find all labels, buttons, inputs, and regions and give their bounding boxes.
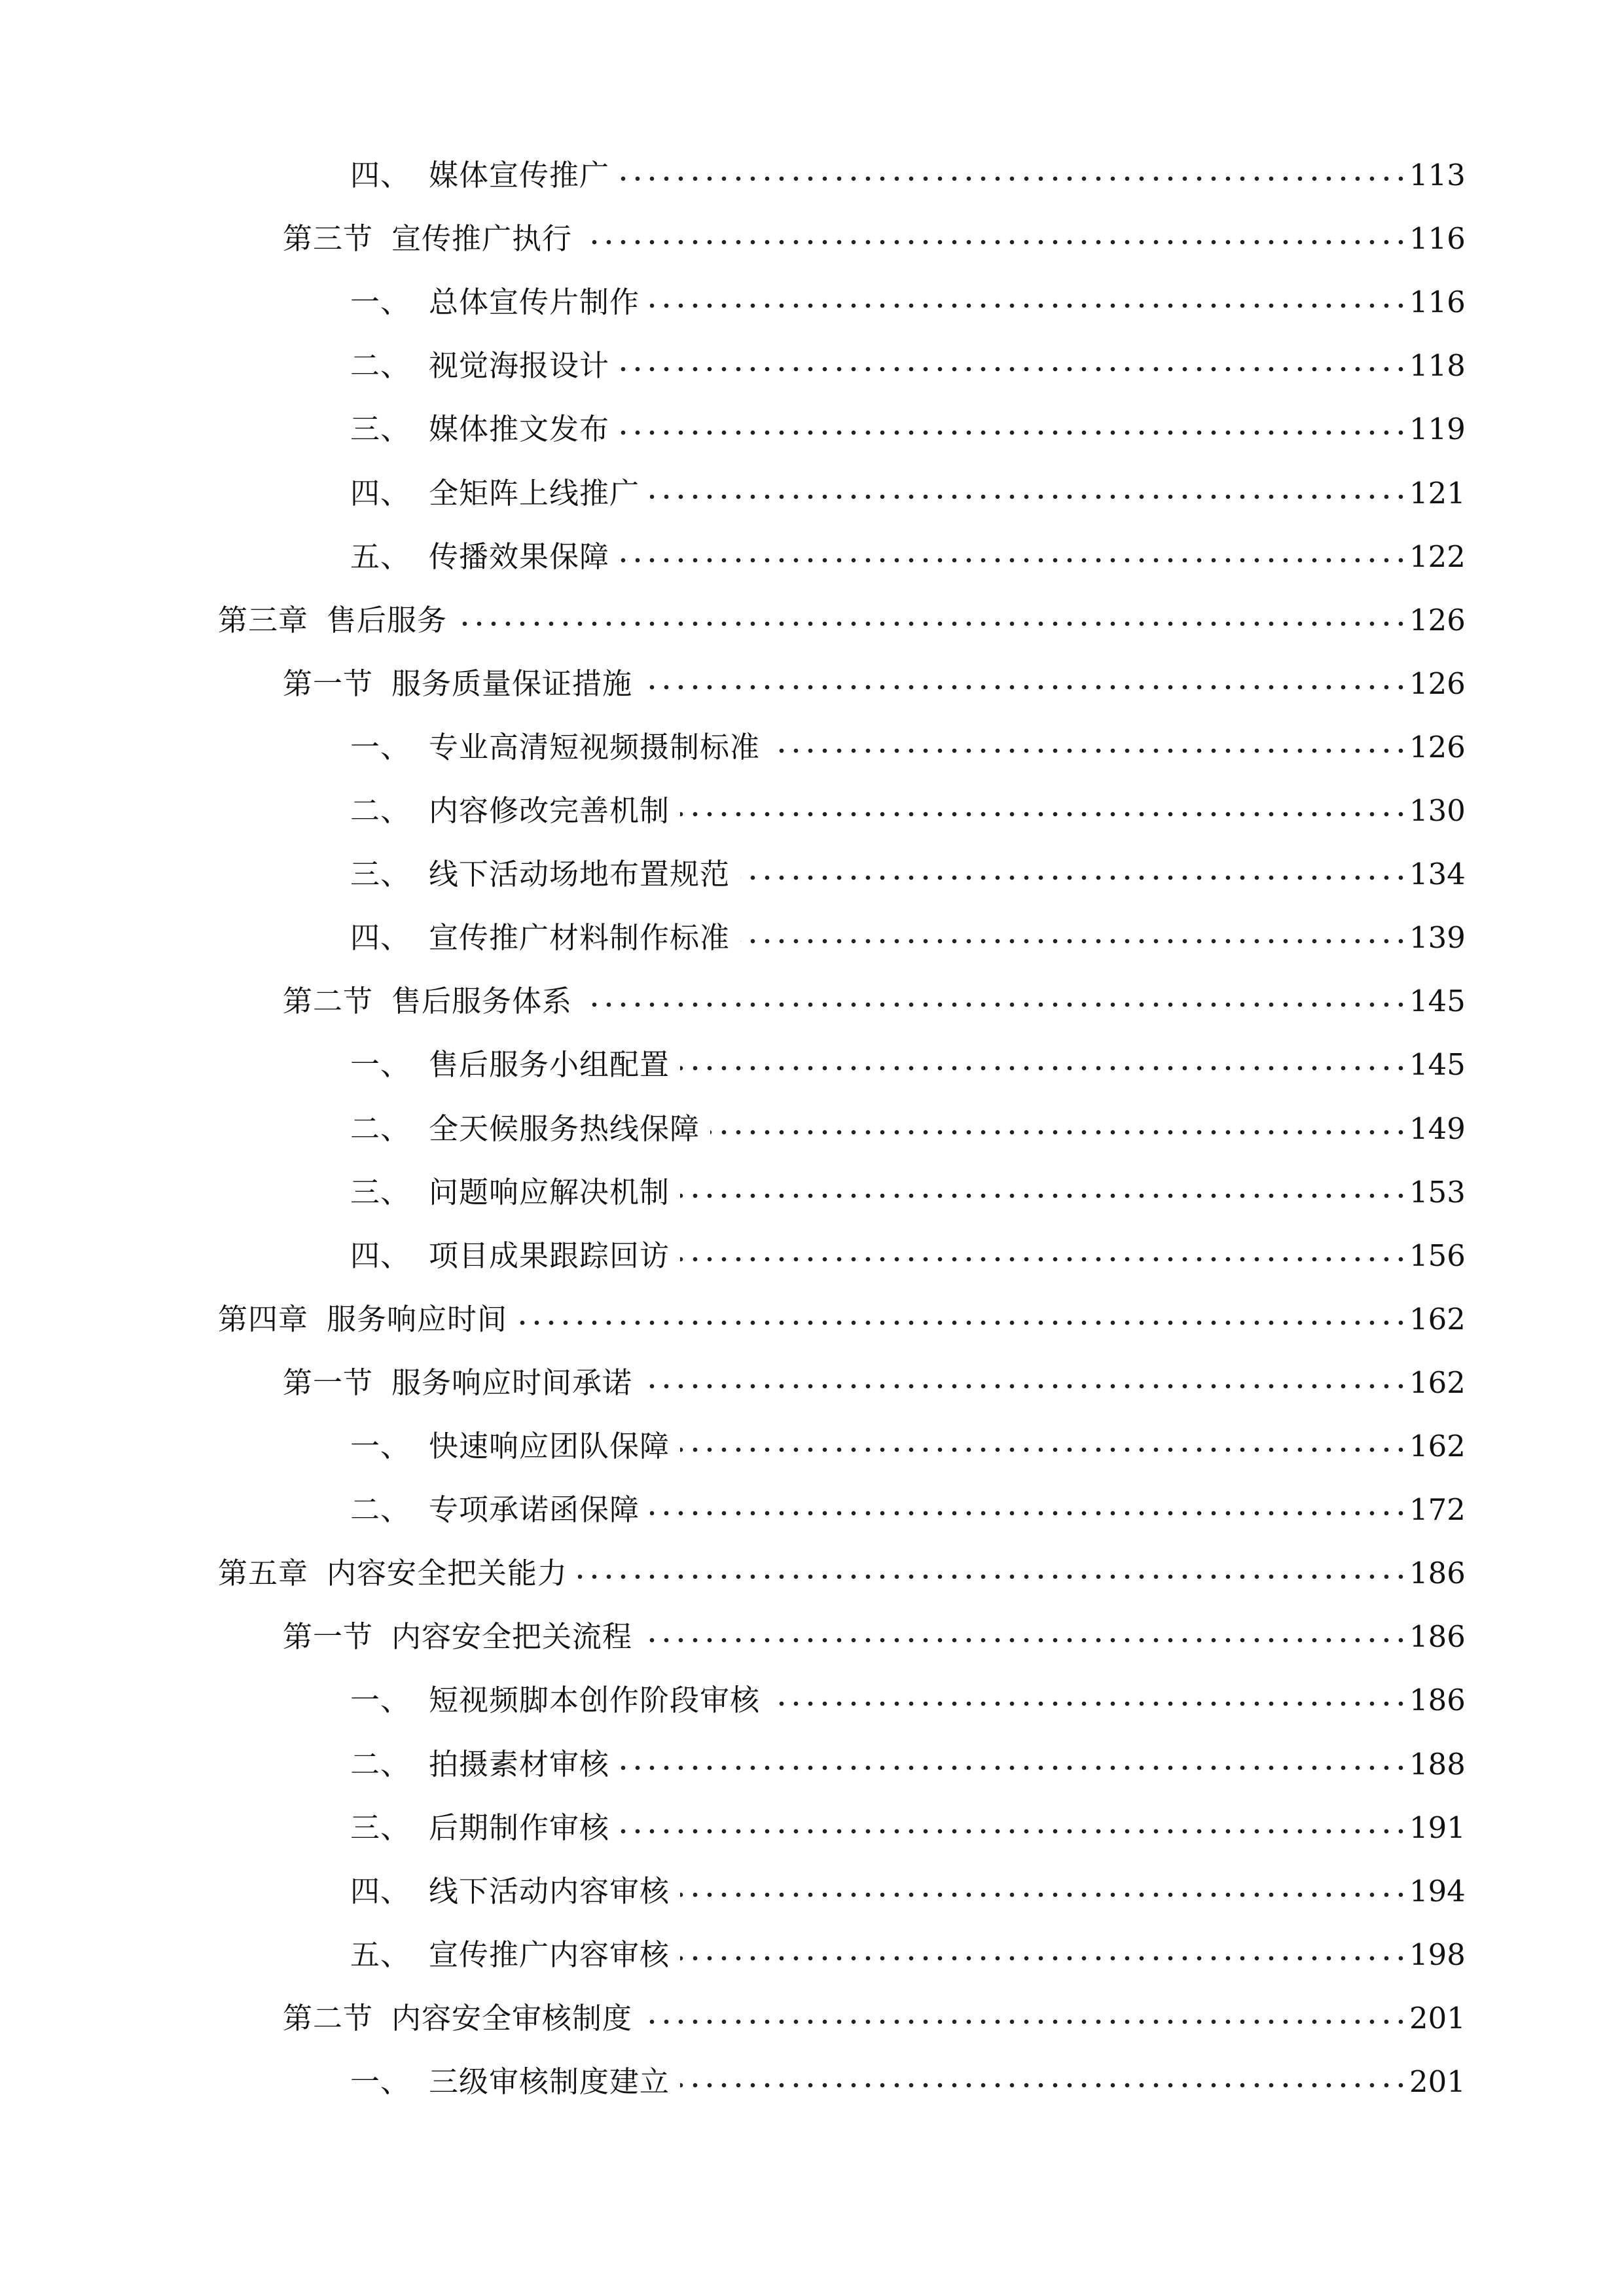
toc-entry-dot-leader: [770, 1700, 1408, 1707]
toc-entry-page-number: 113: [1409, 158, 1466, 192]
toc-entry-title: 内容安全把关能力: [327, 1556, 568, 1591]
toc-entry[interactable]: [0, 276, 1624, 329]
toc-entry-dot-leader: [680, 1955, 1408, 1962]
toc-entry-dot-leader: [620, 1765, 1408, 1771]
toc-entry-label: [350, 1039, 670, 1091]
toc-entry[interactable]: [0, 531, 1624, 583]
toc-entry[interactable]: [0, 1357, 1624, 1409]
toc-entry-label: [350, 467, 640, 520]
toc-entry-label: [350, 1103, 700, 1155]
toc-entry-page-number: 191: [1409, 1810, 1466, 1845]
toc-entry-dot-leader: [458, 620, 1408, 627]
toc-entry-title: 三级审核制度建立: [429, 2064, 670, 2099]
toc-entry-prefix: 四、: [350, 1238, 411, 1273]
toc-entry-dot-leader: [680, 1892, 1408, 1898]
toc-entry-prefix: 四、: [350, 920, 411, 956]
toc-entry-dot-leader: [643, 1383, 1408, 1390]
toc-entry-title: 全天候服务热线保障: [429, 1111, 700, 1146]
toc-entry-page-number: 126: [1409, 729, 1466, 764]
toc-entry-dot-leader: [680, 811, 1408, 817]
toc-entry-label: [350, 340, 609, 392]
toc-entry-dot-leader: [680, 1065, 1408, 1071]
toc-entry-title: 售后服务体系: [391, 984, 573, 1019]
toc-entry-dot-leader: [680, 1193, 1408, 1199]
toc-entry[interactable]: [0, 1929, 1624, 1981]
toc-entry-page-number: 130: [1409, 793, 1466, 828]
toc-entry-dot-leader: [710, 1129, 1408, 1136]
toc-entry-title: 内容安全把关流程: [391, 1619, 633, 1655]
toc-entry-page-number: 145: [1409, 1047, 1466, 1083]
toc-entry-prefix: 第一节: [283, 1619, 374, 1655]
toc-entry-page-number: 119: [1409, 412, 1466, 447]
toc-entry-dot-leader: [620, 366, 1408, 372]
toc-entry-dot-leader: [620, 1828, 1408, 1835]
toc-entry-title: 售后服务小组配置: [429, 1047, 670, 1083]
toc-entry[interactable]: [0, 848, 1624, 901]
toc-entry-prefix: 第二节: [283, 984, 374, 1019]
toc-entry-title: 专项承诺函保障: [429, 1492, 640, 1528]
toc-entry-dot-leader: [583, 239, 1408, 245]
toc-entry-title: 线下活动内容审核: [429, 1873, 670, 1909]
toc-entry[interactable]: [0, 1230, 1624, 1282]
toc-entry-label: [350, 1484, 640, 1536]
toc-entry-dot-leader: [643, 684, 1408, 691]
toc-entry-dot-leader: [643, 2018, 1408, 2025]
toc-entry-prefix: 第一节: [283, 666, 374, 701]
toc-entry-prefix: 二、: [350, 1492, 411, 1528]
toc-entry-label: [350, 1674, 760, 1727]
toc-entry-label: [350, 403, 609, 456]
toc-entry[interactable]: [0, 975, 1624, 1028]
toc-entry-title: 全矩阵上线推广: [429, 475, 640, 511]
toc-entry-page-number: 162: [1409, 1365, 1466, 1400]
toc-entry-page-number: 188: [1409, 1746, 1466, 1782]
toc-entry[interactable]: [0, 1738, 1624, 1791]
toc-entry-prefix: 二、: [350, 348, 411, 384]
toc-entry-title: 服务响应时间: [327, 1301, 508, 1336]
toc-entry-label: [350, 2056, 670, 2108]
toc-entry[interactable]: [0, 1674, 1624, 1727]
toc-entry-title: 内容安全审核制度: [391, 2000, 633, 2036]
toc-entry-prefix: 第三节: [283, 221, 374, 257]
toc-entry-title: 快速响应团队保障: [429, 1429, 670, 1463]
toc-entry-prefix: 三、: [350, 857, 411, 892]
toc-entry[interactable]: [0, 594, 1624, 647]
toc-entry[interactable]: [0, 467, 1624, 520]
toc-entry-prefix: 第二节: [283, 2000, 374, 2036]
toc-entry-page-number: 134: [1409, 857, 1466, 892]
toc-entry-prefix: 第五章: [218, 1556, 309, 1591]
toc-entry-page-number: 145: [1409, 984, 1466, 1019]
toc-entry-dot-leader: [620, 175, 1408, 182]
toc-entry-prefix: 一、: [350, 2064, 411, 2099]
toc-entry-dot-leader: [620, 429, 1408, 436]
toc-entry-prefix: 第三章: [218, 602, 309, 637]
toc-entry-page-number: 201: [1409, 2064, 1466, 2099]
toc-entry-title: 媒体宣传推广: [429, 158, 610, 192]
toc-entry-prefix: 三、: [350, 412, 411, 447]
toc-entry[interactable]: [0, 1802, 1624, 1854]
toc-entry[interactable]: [0, 149, 1624, 202]
toc-entry-dot-leader: [680, 1256, 1408, 1263]
toc-entry-prefix: 一、: [350, 1429, 411, 1463]
toc-entry-prefix: 第一节: [283, 1365, 374, 1400]
toc-entry[interactable]: [0, 912, 1624, 964]
toc-entry-dot-leader: [650, 302, 1408, 309]
toc-entry-dot-leader: [680, 1446, 1408, 1453]
toc-entry-page-number: 172: [1409, 1492, 1466, 1528]
toc-entry-page-number: 186: [1409, 1556, 1466, 1591]
toc-entry-page-number: 139: [1409, 920, 1466, 956]
toc-entry-title: 宣传推广执行: [391, 221, 573, 257]
toc-entry-label: [218, 1293, 507, 1346]
toc-entry-label: [350, 912, 730, 964]
toc-entry-prefix: 二、: [350, 1746, 411, 1782]
toc-entry-title: 服务质量保证措施: [391, 666, 633, 701]
toc-entry-prefix: 一、: [350, 1683, 411, 1718]
toc-entry-dot-leader: [740, 938, 1408, 944]
toc-entry-label: [350, 1865, 670, 1918]
toc-entry-page-number: 186: [1409, 1683, 1466, 1718]
toc-entry-label: [350, 1420, 670, 1473]
toc-entry-page-number: 201: [1409, 2000, 1466, 2036]
toc-entry-label: [283, 1611, 632, 1663]
toc-entry-title: 传播效果保障: [429, 539, 610, 574]
toc-entry-title: 视觉海报设计: [429, 348, 610, 384]
toc-entry[interactable]: [0, 1103, 1624, 1155]
toc-entry[interactable]: [0, 1293, 1624, 1346]
toc-entry-title: 总体宣传片制作: [429, 285, 640, 320]
toc-entry-title: 短视频脚本创作阶段审核: [429, 1683, 761, 1718]
toc-entry-page-number: 162: [1409, 1429, 1466, 1463]
toc-entry-dot-leader: [650, 493, 1408, 500]
toc-entry-prefix: 三、: [350, 1810, 411, 1845]
toc-entry-title: 项目成果跟踪回访: [429, 1238, 670, 1273]
toc-entry-prefix: 三、: [350, 1174, 411, 1210]
toc-entry-page-number: 126: [1409, 666, 1466, 701]
toc-entry-label: [350, 785, 670, 837]
toc-entry[interactable]: [0, 1547, 1624, 1600]
toc-entry[interactable]: [0, 1166, 1624, 1219]
toc-entry[interactable]: [0, 1039, 1624, 1091]
toc-entry-dot-leader: [518, 1319, 1408, 1326]
toc-entry-label: [283, 1357, 632, 1409]
toc-entry-page-number: 149: [1409, 1111, 1466, 1146]
toc-entry-title: 媒体推文发布: [429, 412, 610, 447]
toc-entry-prefix: 二、: [350, 793, 411, 828]
toc-entry-title: 拍摄素材审核: [429, 1746, 610, 1782]
toc-entry-dot-leader: [680, 2082, 1408, 2089]
toc-entry-page-number: 156: [1409, 1238, 1466, 1273]
toc-entry[interactable]: [0, 1992, 1624, 2045]
toc-entry-label: [350, 721, 760, 774]
toc-entry-page-number: 118: [1409, 348, 1466, 384]
toc-entry-page-number: 186: [1409, 1619, 1466, 1655]
toc-entry[interactable]: [0, 2056, 1624, 2108]
toc-entry-dot-leader: [770, 747, 1408, 754]
toc-entry-title: 后期制作审核: [429, 1810, 610, 1845]
toc-entry-label: [350, 149, 609, 202]
toc-entry-prefix: 五、: [350, 539, 411, 574]
toc-entry-title: 宣传推广材料制作标准: [429, 920, 731, 956]
toc-entry-label: [350, 848, 730, 901]
toc-entry-dot-leader: [583, 1001, 1408, 1008]
toc-entry-page-number: 116: [1409, 285, 1466, 320]
toc-entry-page-number: 126: [1409, 602, 1466, 637]
toc-entry-dot-leader: [650, 1510, 1408, 1516]
toc-entry[interactable]: [0, 1420, 1624, 1473]
toc-entry-title: 宣传推广内容审核: [429, 1937, 670, 1972]
toc-entry[interactable]: [0, 213, 1624, 265]
toc-entry-label: [283, 213, 572, 265]
toc-entry-title: 专业高清短视频摄制标准: [429, 729, 761, 764]
toc-entry-label: [350, 1166, 670, 1219]
toc-entry-page-number: 116: [1409, 221, 1466, 257]
toc-entry-page-number: 194: [1409, 1873, 1466, 1909]
toc-entry-dot-leader: [740, 874, 1408, 881]
toc-entry-label: [283, 975, 572, 1028]
toc-entry-prefix: 四、: [350, 158, 411, 192]
toc-entry-page-number: 198: [1409, 1937, 1466, 1972]
toc-entry-dot-leader: [578, 1573, 1408, 1580]
toc-entry-page-number: 121: [1409, 475, 1466, 511]
toc-entry-page-number: 162: [1409, 1301, 1466, 1336]
toc-entry-prefix: 五、: [350, 1937, 411, 1972]
toc-entry[interactable]: [0, 403, 1624, 456]
toc-entry-label: [283, 1992, 632, 2045]
toc-entry-label: [350, 1738, 609, 1791]
toc-entry-label: [283, 658, 632, 710]
toc-entry-page-number: 122: [1409, 539, 1466, 574]
toc-entry[interactable]: [0, 1611, 1624, 1663]
toc-entry[interactable]: [0, 658, 1624, 710]
toc-entry[interactable]: [0, 340, 1624, 392]
toc-entry-title: 售后服务: [327, 602, 448, 637]
toc-entry-prefix: 一、: [350, 729, 411, 764]
toc-entry-prefix: 一、: [350, 1047, 411, 1083]
toc-entry[interactable]: [0, 721, 1624, 774]
toc-entry-prefix: 四、: [350, 1873, 411, 1909]
toc-entry-label: [218, 594, 447, 647]
toc-entry-dot-leader: [620, 557, 1408, 564]
toc-entry-label: [218, 1547, 568, 1600]
toc-entry-prefix: 一、: [350, 285, 411, 320]
toc-entry-label: [350, 531, 609, 583]
toc-entry[interactable]: [0, 1865, 1624, 1918]
toc-entry-label: [350, 276, 640, 329]
toc-entry-dot-leader: [643, 1637, 1408, 1643]
toc-entry-label: [350, 1230, 670, 1282]
toc-entry-prefix: 第四章: [218, 1301, 309, 1336]
toc-entry-title: 内容修改完善机制: [429, 793, 670, 828]
toc-entry-title: 线下活动场地布置规范: [429, 857, 731, 892]
toc-entry[interactable]: [0, 785, 1624, 837]
toc-entry-label: [350, 1802, 609, 1854]
toc-entry-prefix: 二、: [350, 1111, 411, 1146]
toc-entry-label: [350, 1929, 670, 1981]
toc-entry-title: 问题响应解决机制: [429, 1174, 670, 1210]
toc-entry-prefix: 四、: [350, 475, 411, 511]
toc-entry-title: 服务响应时间承诺: [391, 1365, 633, 1400]
toc-entry-page-number: 153: [1409, 1174, 1466, 1210]
toc-entry[interactable]: [0, 1484, 1624, 1536]
